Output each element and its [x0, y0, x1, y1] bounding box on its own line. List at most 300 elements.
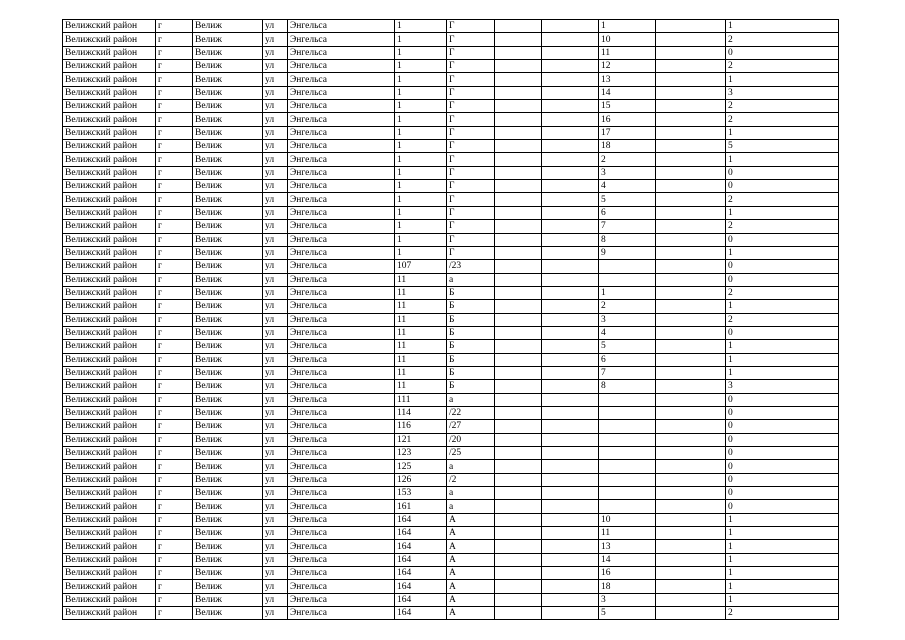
- street-type-cell: ул: [263, 540, 288, 553]
- street-type-cell: ул: [263, 166, 288, 179]
- room-cell: [656, 393, 726, 406]
- settlement-cell: Велиж: [193, 607, 263, 620]
- structure-cell: [542, 553, 599, 566]
- structure-cell: [542, 353, 599, 366]
- room-cell: [656, 420, 726, 433]
- structure-cell: [542, 73, 599, 86]
- room-cell: [656, 593, 726, 606]
- building-cell: [495, 113, 542, 126]
- street-type-cell: ул: [263, 553, 288, 566]
- settlement-cell: Велиж: [193, 567, 263, 580]
- settlement-type-cell: г: [156, 500, 193, 513]
- settlement-type-cell: г: [156, 340, 193, 353]
- settlement-type-cell: г: [156, 593, 193, 606]
- street-cell: Энгельса: [288, 273, 395, 286]
- district-cell: Велижский район: [63, 166, 156, 179]
- house-number-cell: 1: [395, 100, 447, 113]
- house-number-cell: 164: [395, 527, 447, 540]
- street-cell: Энгельса: [288, 540, 395, 553]
- street-cell: Энгельса: [288, 380, 395, 393]
- apartment-cell: 7: [599, 220, 656, 233]
- apartment-cell: [599, 406, 656, 419]
- table-row: [63, 487, 839, 500]
- room-cell: [656, 527, 726, 540]
- street-cell: Энгельса: [288, 527, 395, 540]
- settlement-type-cell: г: [156, 46, 193, 59]
- street-cell: Энгельса: [288, 340, 395, 353]
- building-cell: [495, 540, 542, 553]
- table-row: [63, 166, 839, 179]
- building-cell: [495, 406, 542, 419]
- count-cell: 2: [726, 33, 839, 46]
- room-cell: [656, 500, 726, 513]
- street-cell: Энгельса: [288, 473, 395, 486]
- house-number-cell: 121: [395, 433, 447, 446]
- street-cell: Энгельса: [288, 180, 395, 193]
- house-letter-cell: Г: [447, 246, 495, 259]
- room-cell: [656, 513, 726, 526]
- building-cell: [495, 33, 542, 46]
- table-row: [63, 46, 839, 59]
- settlement-type-cell: г: [156, 580, 193, 593]
- count-cell: 1: [726, 567, 839, 580]
- apartment-cell: 5: [599, 607, 656, 620]
- building-cell: [495, 580, 542, 593]
- house-letter-cell: Г: [447, 100, 495, 113]
- room-cell: [656, 353, 726, 366]
- building-cell: [495, 447, 542, 460]
- street-type-cell: ул: [263, 580, 288, 593]
- structure-cell: [542, 86, 599, 99]
- settlement-type-cell: г: [156, 553, 193, 566]
- district-cell: Велижский район: [63, 286, 156, 299]
- count-cell: 1: [726, 246, 839, 259]
- district-cell: Велижский район: [63, 473, 156, 486]
- street-type-cell: ул: [263, 433, 288, 446]
- table-row: [63, 220, 839, 233]
- apartment-cell: [599, 460, 656, 473]
- building-cell: [495, 166, 542, 179]
- building-cell: [495, 73, 542, 86]
- district-cell: Велижский район: [63, 233, 156, 246]
- room-cell: [656, 473, 726, 486]
- building-cell: [495, 273, 542, 286]
- apartment-cell: [599, 447, 656, 460]
- building-cell: [495, 607, 542, 620]
- settlement-cell: Велиж: [193, 193, 263, 206]
- settlement-type-cell: г: [156, 300, 193, 313]
- room-cell: [656, 607, 726, 620]
- table-body: [63, 20, 839, 620]
- room-cell: [656, 20, 726, 33]
- settlement-cell: Велиж: [193, 393, 263, 406]
- count-cell: 1: [726, 340, 839, 353]
- room-cell: [656, 126, 726, 139]
- structure-cell: [542, 140, 599, 153]
- street-cell: Энгельса: [288, 73, 395, 86]
- apartment-cell: 3: [599, 166, 656, 179]
- building-cell: [495, 380, 542, 393]
- street-type-cell: ул: [263, 113, 288, 126]
- street-cell: Энгельса: [288, 487, 395, 500]
- district-cell: Велижский район: [63, 420, 156, 433]
- structure-cell: [542, 460, 599, 473]
- street-type-cell: ул: [263, 460, 288, 473]
- house-number-cell: 11: [395, 380, 447, 393]
- apartment-cell: 8: [599, 380, 656, 393]
- building-cell: [495, 393, 542, 406]
- count-cell: 0: [726, 233, 839, 246]
- district-cell: Велижский район: [63, 607, 156, 620]
- house-letter-cell: Б: [447, 353, 495, 366]
- house-number-cell: 164: [395, 567, 447, 580]
- street-cell: Энгельса: [288, 313, 395, 326]
- district-cell: Велижский район: [63, 460, 156, 473]
- structure-cell: [542, 113, 599, 126]
- settlement-type-cell: г: [156, 113, 193, 126]
- count-cell: 2: [726, 193, 839, 206]
- table-row: [63, 126, 839, 139]
- street-cell: Энгельса: [288, 353, 395, 366]
- house-letter-cell: /23: [447, 260, 495, 273]
- apartment-cell: 4: [599, 180, 656, 193]
- district-cell: Велижский район: [63, 193, 156, 206]
- street-type-cell: ул: [263, 220, 288, 233]
- street-cell: Энгельса: [288, 447, 395, 460]
- building-cell: [495, 206, 542, 219]
- house-letter-cell: Г: [447, 193, 495, 206]
- settlement-cell: Велиж: [193, 300, 263, 313]
- table-row: [63, 73, 839, 86]
- apartment-cell: [599, 393, 656, 406]
- table-row: [63, 593, 839, 606]
- street-cell: Энгельса: [288, 553, 395, 566]
- district-cell: Велижский район: [63, 153, 156, 166]
- table-row: [63, 260, 839, 273]
- building-cell: [495, 246, 542, 259]
- house-letter-cell: /27: [447, 420, 495, 433]
- settlement-cell: Велиж: [193, 313, 263, 326]
- count-cell: 1: [726, 73, 839, 86]
- street-type-cell: ул: [263, 193, 288, 206]
- apartment-cell: 10: [599, 513, 656, 526]
- building-cell: [495, 366, 542, 379]
- room-cell: [656, 326, 726, 339]
- structure-cell: [542, 260, 599, 273]
- count-cell: 0: [726, 393, 839, 406]
- apartment-cell: 2: [599, 300, 656, 313]
- apartment-cell: 2: [599, 153, 656, 166]
- house-number-cell: 1: [395, 206, 447, 219]
- settlement-type-cell: г: [156, 460, 193, 473]
- building-cell: [495, 593, 542, 606]
- structure-cell: [542, 273, 599, 286]
- table-row: [63, 286, 839, 299]
- structure-cell: [542, 193, 599, 206]
- settlement-type-cell: г: [156, 166, 193, 179]
- structure-cell: [542, 393, 599, 406]
- room-cell: [656, 233, 726, 246]
- house-letter-cell: а: [447, 273, 495, 286]
- count-cell: 1: [726, 527, 839, 540]
- building-cell: [495, 233, 542, 246]
- table-row: [63, 246, 839, 259]
- building-cell: [495, 313, 542, 326]
- settlement-cell: Велиж: [193, 513, 263, 526]
- district-cell: Велижский район: [63, 313, 156, 326]
- room-cell: [656, 460, 726, 473]
- street-cell: Энгельса: [288, 326, 395, 339]
- street-type-cell: ул: [263, 353, 288, 366]
- house-letter-cell: А: [447, 513, 495, 526]
- house-number-cell: 1: [395, 233, 447, 246]
- building-cell: [495, 286, 542, 299]
- table-row: [63, 20, 839, 33]
- settlement-cell: Велиж: [193, 406, 263, 419]
- district-cell: Велижский район: [63, 73, 156, 86]
- street-cell: Энгельса: [288, 567, 395, 580]
- apartment-cell: 13: [599, 73, 656, 86]
- settlement-cell: Велиж: [193, 206, 263, 219]
- count-cell: 1: [726, 353, 839, 366]
- apartment-cell: 9: [599, 246, 656, 259]
- count-cell: 1: [726, 126, 839, 139]
- count-cell: 0: [726, 487, 839, 500]
- settlement-type-cell: г: [156, 393, 193, 406]
- count-cell: 0: [726, 273, 839, 286]
- settlement-type-cell: г: [156, 33, 193, 46]
- apartment-cell: 16: [599, 567, 656, 580]
- house-number-cell: 1: [395, 180, 447, 193]
- house-letter-cell: Г: [447, 46, 495, 59]
- building-cell: [495, 100, 542, 113]
- settlement-type-cell: г: [156, 366, 193, 379]
- street-type-cell: ул: [263, 380, 288, 393]
- table-row: [63, 366, 839, 379]
- count-cell: 1: [726, 513, 839, 526]
- street-type-cell: ул: [263, 513, 288, 526]
- house-letter-cell: Г: [447, 206, 495, 219]
- district-cell: Велижский район: [63, 140, 156, 153]
- room-cell: [656, 340, 726, 353]
- settlement-type-cell: г: [156, 60, 193, 73]
- apartment-cell: 7: [599, 366, 656, 379]
- house-letter-cell: А: [447, 527, 495, 540]
- house-letter-cell: Б: [447, 366, 495, 379]
- house-number-cell: 164: [395, 593, 447, 606]
- building-cell: [495, 193, 542, 206]
- count-cell: 0: [726, 326, 839, 339]
- count-cell: 1: [726, 206, 839, 219]
- apartment-cell: 5: [599, 340, 656, 353]
- street-cell: Энгельса: [288, 500, 395, 513]
- structure-cell: [542, 60, 599, 73]
- settlement-cell: Велиж: [193, 260, 263, 273]
- table-row: [63, 113, 839, 126]
- structure-cell: [542, 220, 599, 233]
- street-cell: Энгельса: [288, 193, 395, 206]
- street-cell: Энгельса: [288, 406, 395, 419]
- building-cell: [495, 527, 542, 540]
- settlement-type-cell: г: [156, 567, 193, 580]
- house-letter-cell: А: [447, 567, 495, 580]
- room-cell: [656, 86, 726, 99]
- house-number-cell: 1: [395, 126, 447, 139]
- apartment-cell: [599, 487, 656, 500]
- apartment-cell: 16: [599, 113, 656, 126]
- apartment-cell: [599, 473, 656, 486]
- district-cell: Велижский район: [63, 86, 156, 99]
- room-cell: [656, 433, 726, 446]
- house-number-cell: 125: [395, 460, 447, 473]
- house-number-cell: 1: [395, 220, 447, 233]
- building-cell: [495, 20, 542, 33]
- settlement-cell: Велиж: [193, 286, 263, 299]
- table-row: [63, 33, 839, 46]
- street-type-cell: ул: [263, 126, 288, 139]
- house-letter-cell: А: [447, 553, 495, 566]
- street-type-cell: ул: [263, 273, 288, 286]
- street-type-cell: ул: [263, 500, 288, 513]
- apartment-cell: 11: [599, 46, 656, 59]
- building-cell: [495, 326, 542, 339]
- house-letter-cell: а: [447, 393, 495, 406]
- house-letter-cell: а: [447, 487, 495, 500]
- settlement-type-cell: г: [156, 406, 193, 419]
- table-row: [63, 60, 839, 73]
- settlement-type-cell: г: [156, 20, 193, 33]
- settlement-cell: Велиж: [193, 580, 263, 593]
- house-number-cell: 161: [395, 500, 447, 513]
- street-type-cell: ул: [263, 20, 288, 33]
- apartment-cell: 10: [599, 33, 656, 46]
- street-cell: Энгельса: [288, 33, 395, 46]
- building-cell: [495, 60, 542, 73]
- count-cell: 0: [726, 420, 839, 433]
- count-cell: 2: [726, 113, 839, 126]
- structure-cell: [542, 540, 599, 553]
- apartment-cell: 1: [599, 286, 656, 299]
- settlement-type-cell: г: [156, 126, 193, 139]
- street-cell: Энгельса: [288, 46, 395, 59]
- room-cell: [656, 580, 726, 593]
- settlement-cell: Велиж: [193, 46, 263, 59]
- count-cell: 3: [726, 380, 839, 393]
- street-cell: Энгельса: [288, 607, 395, 620]
- settlement-cell: Велиж: [193, 527, 263, 540]
- house-number-cell: 1: [395, 46, 447, 59]
- structure-cell: [542, 313, 599, 326]
- district-cell: Велижский район: [63, 206, 156, 219]
- table-row: [63, 380, 839, 393]
- house-number-cell: 11: [395, 313, 447, 326]
- count-cell: 5: [726, 140, 839, 153]
- settlement-type-cell: г: [156, 140, 193, 153]
- house-number-cell: 1: [395, 20, 447, 33]
- building-cell: [495, 487, 542, 500]
- building-cell: [495, 513, 542, 526]
- settlement-cell: Велиж: [193, 140, 263, 153]
- house-letter-cell: Б: [447, 340, 495, 353]
- district-cell: Велижский район: [63, 553, 156, 566]
- apartment-cell: [599, 420, 656, 433]
- settlement-cell: Велиж: [193, 487, 263, 500]
- settlement-cell: Велиж: [193, 100, 263, 113]
- structure-cell: [542, 473, 599, 486]
- settlement-cell: Велиж: [193, 500, 263, 513]
- street-type-cell: ул: [263, 340, 288, 353]
- house-number-cell: 11: [395, 340, 447, 353]
- house-number-cell: 114: [395, 406, 447, 419]
- building-cell: [495, 153, 542, 166]
- table-row: [63, 406, 839, 419]
- settlement-type-cell: г: [156, 153, 193, 166]
- district-cell: Велижский район: [63, 180, 156, 193]
- street-type-cell: ул: [263, 286, 288, 299]
- street-cell: Энгельса: [288, 60, 395, 73]
- street-cell: Энгельса: [288, 593, 395, 606]
- district-cell: Велижский район: [63, 300, 156, 313]
- district-cell: Велижский район: [63, 353, 156, 366]
- street-type-cell: ул: [263, 140, 288, 153]
- room-cell: [656, 180, 726, 193]
- settlement-cell: Велиж: [193, 233, 263, 246]
- building-cell: [495, 353, 542, 366]
- room-cell: [656, 246, 726, 259]
- house-letter-cell: /20: [447, 433, 495, 446]
- table-row: [63, 540, 839, 553]
- settlement-cell: Велиж: [193, 447, 263, 460]
- settlement-cell: Велиж: [193, 340, 263, 353]
- street-type-cell: ул: [263, 593, 288, 606]
- district-cell: Велижский район: [63, 487, 156, 500]
- house-number-cell: 111: [395, 393, 447, 406]
- structure-cell: [542, 100, 599, 113]
- house-letter-cell: /25: [447, 447, 495, 460]
- table-row: [63, 153, 839, 166]
- street-cell: Энгельса: [288, 580, 395, 593]
- room-cell: [656, 286, 726, 299]
- street-cell: Энгельса: [288, 153, 395, 166]
- structure-cell: [542, 300, 599, 313]
- house-number-cell: 123: [395, 447, 447, 460]
- settlement-cell: Велиж: [193, 126, 263, 139]
- building-cell: [495, 180, 542, 193]
- room-cell: [656, 380, 726, 393]
- building-cell: [495, 433, 542, 446]
- district-cell: Велижский район: [63, 406, 156, 419]
- street-cell: Энгельса: [288, 420, 395, 433]
- count-cell: 1: [726, 593, 839, 606]
- count-cell: 1: [726, 153, 839, 166]
- settlement-cell: Велиж: [193, 366, 263, 379]
- room-cell: [656, 540, 726, 553]
- house-letter-cell: Г: [447, 140, 495, 153]
- table-row: [63, 100, 839, 113]
- structure-cell: [542, 20, 599, 33]
- street-cell: Энгельса: [288, 260, 395, 273]
- street-cell: Энгельса: [288, 166, 395, 179]
- count-cell: 2: [726, 286, 839, 299]
- street-type-cell: ул: [263, 100, 288, 113]
- house-letter-cell: Б: [447, 313, 495, 326]
- street-type-cell: ул: [263, 567, 288, 580]
- table-row: [63, 553, 839, 566]
- structure-cell: [542, 420, 599, 433]
- structure-cell: [542, 326, 599, 339]
- count-cell: 0: [726, 460, 839, 473]
- settlement-cell: Велиж: [193, 420, 263, 433]
